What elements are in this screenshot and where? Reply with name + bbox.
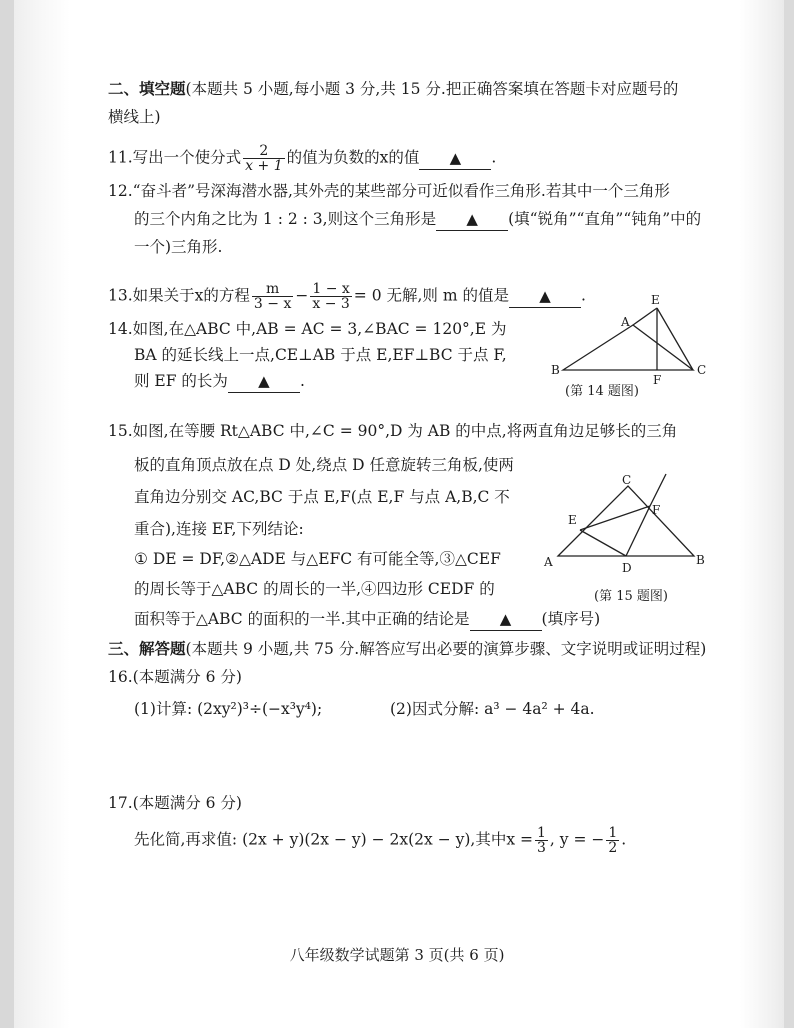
q11-answer-blank[interactable]: ▲ [419,147,491,170]
q11-frac-num: 2 [243,144,284,159]
q15-line1: 如图,在等腰 Rt△ABC 中,∠C = 90°,D 为 AB 的中点,将两直角边足够长的三角 [132,422,678,440]
question-15-line7 [134,608,600,631]
page-shadow-left [0,0,14,1028]
fig15-label-a: A [544,555,553,569]
q13-fraction-2 [310,282,351,311]
q11-number: 11. [108,148,133,167]
q15-line4: 重合),连接 EF,下列结论: [134,520,304,538]
q14-end: . [299,372,305,390]
section2-desc: (本题共 5 小题,每小题 3 分,共 15 分.把正确答案填在答题卡对应题号的 [185,80,679,98]
q14-number: 14. [108,320,133,338]
q17-y-den: 2 [608,840,618,856]
section3-header [108,638,706,660]
q12-line2: 的三个内角之比为 1 : 2 : 3,则这个三角形是 [134,210,437,228]
fig15-label-c: C [622,473,632,487]
fig14-label-c: C [697,363,707,377]
q11-post: 的值为负数的x的值 [286,148,420,167]
fig15-label-f: F [652,503,661,517]
q13-pre: 如果关于x的方程 [132,286,250,305]
q13-post: = 0 无解,则 m 的值是 [353,286,509,305]
q15-number: 15. [108,422,133,440]
q17-end: . [621,830,627,849]
fig15-label-d: D [622,561,632,575]
question-15-line1 [108,420,677,442]
q15-line5: ① DE = DF,②△ADE 与△EFC 有可能全等,③△CEF [134,550,501,568]
question-17-body [134,826,626,855]
q13-f1-den: 3 − x [253,296,292,312]
q11-end: . [491,148,497,167]
section2-desc-line2: 横线上) [108,108,161,126]
question-13 [108,282,586,311]
q13-fraction-1 [252,282,293,311]
question-14-line1 [108,318,506,340]
q15-line2: 板的直角顶点放在点 D 处,绕点 D 任意旋转三角板,使两 [134,456,514,474]
q17-number: 17. [108,794,133,812]
q17-x-fraction [535,826,548,855]
page-shadow-right [784,0,794,1028]
q13-minus: − [295,286,309,305]
page-footer: 八年级数学试题第 3 页(共 6 页) [289,946,505,964]
q11-fraction [243,144,284,173]
q16-number: 16. [108,668,133,686]
q15-line3: 直角边分别交 AC,BC 于点 E,F(点 E,F 与点 A,B,C 不 [134,488,510,506]
question-14-line3 [134,370,305,393]
q17-mid: , y = − [549,830,605,849]
q12-line2-end: (填“锐角”“直角”“钝角”中的 [508,210,702,228]
fig14-label-b: B [551,363,560,377]
question-11 [108,144,496,173]
q17-y-fraction [606,826,619,855]
q15-line6: 的周长等于△ABC 的周长的一半,④四边形 CEDF 的 [134,580,495,598]
fig14-line-ae [633,308,657,325]
fig15-triangle-abc [558,486,694,556]
q13-f2-num: 1 − x [312,281,350,297]
q11-pre: 写出一个使分式 [132,148,242,167]
fig15-label-e: E [568,513,577,527]
section2-title: 二、填空题 [108,79,186,98]
q15-line7-pre: 面积等于△ABC 的面积的一半.其中正确的结论是 [134,610,470,628]
q16-part1: (1)计算: (2xy²)³÷(−x³y⁴); [134,700,323,718]
fig15-line-de [580,530,626,556]
q16-score: (本题满分 6 分) [132,668,242,686]
fig15-caption: (第 15 题图) [594,589,668,604]
fig14-label-a: A [621,315,630,329]
q12-number: 12. [108,182,133,200]
question-12-line1 [108,180,670,202]
q14-line2: BA 的延长线上一点,CE⊥AB 于点 E,EF⊥BC 于点 F, [134,346,507,364]
question-12-line2 [108,208,701,231]
q13-f1-num: m [252,282,293,297]
fig14-triangle-abc [563,325,693,370]
fig14-line-ec [657,308,693,370]
fig14-caption: (第 14 题图) [565,384,639,399]
q11-frac-den: x + 1 [245,158,283,174]
q14-line1: 如图,在△ABC 中,AB = AC = 3,∠BAC = 120°,E 为 [132,320,507,338]
section3-desc: (本题共 9 小题,共 75 分.解答应写出必要的演算步骤、文字说明或证明过程) [185,640,707,658]
q17-x-den: 3 [537,840,546,856]
q13-f2-den: x − 3 [312,296,350,312]
q14-answer-blank[interactable]: ▲ [228,370,300,393]
fig14-label-f: F [653,373,662,387]
q15-answer-blank[interactable]: ▲ [470,608,542,631]
q16-part2: (2)因式分解: a³ − 4a² + 4a. [390,700,595,718]
question-17-header [108,792,242,814]
q12-line1: “奋斗者”号深海潜水器,其外壳的某些部分可近似看作三角形.若其中一个三角形 [132,182,670,200]
q13-number: 13. [108,286,133,305]
q14-line3-pre: 则 EF 的长为 [134,372,228,390]
q17-score: (本题满分 6 分) [132,794,242,812]
q13-answer-blank[interactable]: ▲ [509,285,581,308]
question-16-header [108,666,242,688]
fig15-ruler-edge [650,474,666,506]
section2-header [108,78,678,100]
fig15-label-b: B [696,553,705,567]
q12-line3: 一个)三角形. [134,238,223,256]
q17-x-num: 1 [537,825,546,841]
section3-title: 三、解答题 [108,639,186,658]
q17-y-num: 1 [608,825,618,841]
q17-pre: 先化简,再求值: (2x + y)(2x − y) − 2x(2x − y),其中x = [134,830,533,849]
fig14-label-e: E [651,293,660,307]
q12-answer-blank[interactable]: ▲ [436,208,508,231]
q13-end: . [580,286,586,305]
q15-line7-end: (填序号) [541,610,601,628]
figure-15 [538,470,708,580]
